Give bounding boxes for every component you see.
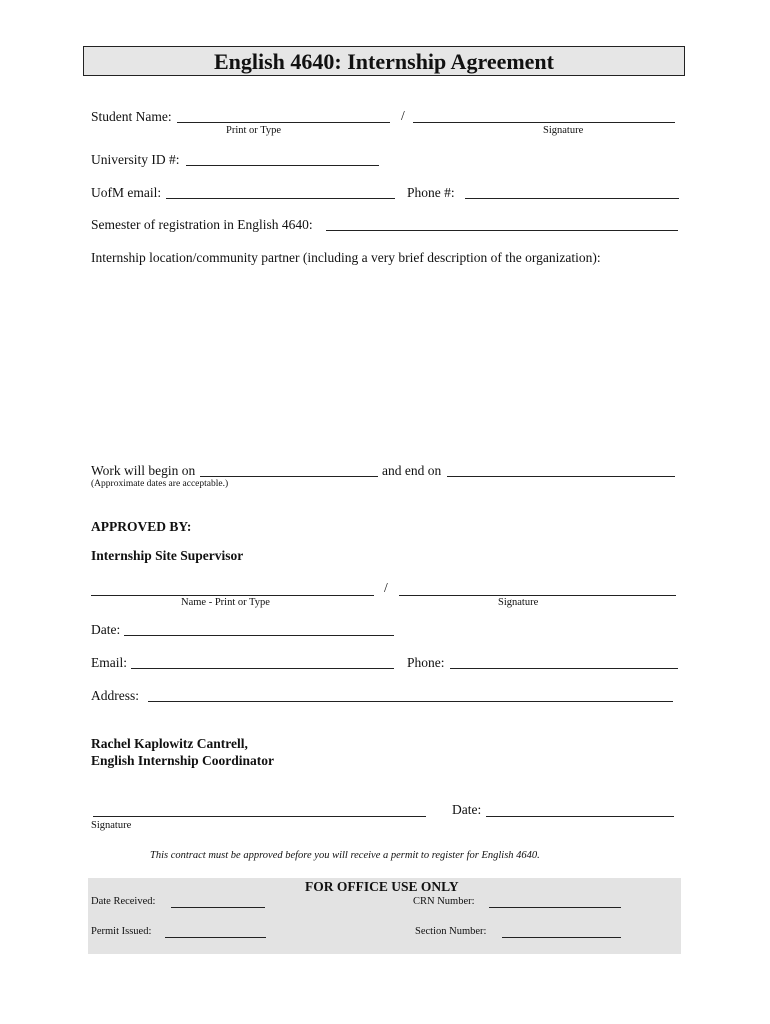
- form-title: English 4640: Internship Agreement: [213, 49, 554, 74]
- supervisor-signature-hint: Signature: [498, 597, 539, 608]
- crn-number-label: CRN Number:: [413, 896, 475, 907]
- permit-issued-label: Permit Issued:: [91, 926, 152, 937]
- approval-notice: This contract must be approved before you will receive a permit to register for English 4640.: [150, 850, 540, 861]
- crn-number-line[interactable]: [489, 907, 621, 908]
- date-received-label: Date Received:: [91, 896, 156, 907]
- date-received-line[interactable]: [171, 907, 265, 908]
- supervisor-signature-line[interactable]: [399, 595, 676, 596]
- supervisor-email-line[interactable]: [131, 668, 394, 669]
- university-id-line[interactable]: [186, 165, 379, 166]
- student-signature-hint: Signature: [543, 125, 584, 136]
- supervisor-date-line[interactable]: [124, 635, 394, 636]
- supervisor-address-label: Address:: [91, 688, 139, 703]
- coordinator-signature-label: Signature: [91, 820, 132, 831]
- student-signature-line[interactable]: [413, 122, 675, 123]
- coordinator-signature-line[interactable]: [93, 816, 426, 817]
- supervisor-name-line[interactable]: [91, 595, 374, 596]
- section-number-line[interactable]: [502, 937, 621, 938]
- coordinator-date-line[interactable]: [486, 816, 674, 817]
- student-phone-label: Phone #:: [407, 185, 455, 200]
- work-begin-label: Work will begin on: [91, 463, 196, 478]
- student-email-line[interactable]: [166, 198, 395, 199]
- permit-issued-line[interactable]: [165, 937, 266, 938]
- supervisor-heading: Internship Site Supervisor: [91, 548, 244, 563]
- coordinator-role: English Internship Coordinator: [91, 753, 275, 768]
- student-name-label: Student Name:: [91, 109, 172, 124]
- location-description-area[interactable]: [91, 272, 681, 452]
- coordinator-name: Rachel Kaplowitz Cantrell,: [91, 736, 248, 751]
- dates-note: (Approximate dates are acceptable.): [91, 479, 229, 489]
- form-title-box: [83, 46, 685, 76]
- student-name-line[interactable]: [177, 122, 390, 123]
- coordinator-date-label: Date:: [452, 802, 482, 817]
- supervisor-date-label: Date:: [91, 622, 121, 637]
- location-label: Internship location/community partner (including a very brief description of the organization):: [91, 250, 601, 265]
- supervisor-name-hint: Name - Print or Type: [181, 597, 270, 608]
- student-print-hint: Print or Type: [226, 125, 282, 136]
- supervisor-phone-line[interactable]: [450, 668, 678, 669]
- supervisor-phone-label: Phone:: [407, 655, 445, 670]
- supervisor-slash: /: [384, 580, 388, 595]
- student-email-label: UofM email:: [91, 185, 162, 200]
- student-phone-line[interactable]: [465, 198, 679, 199]
- semester-line[interactable]: [326, 230, 678, 231]
- university-id-label: University ID #:: [91, 152, 180, 167]
- office-use-box: [88, 878, 681, 954]
- work-begin-line[interactable]: [200, 476, 378, 477]
- supervisor-email-label: Email:: [91, 655, 127, 670]
- office-use-heading: FOR OFFICE USE ONLY: [305, 879, 459, 894]
- supervisor-address-line[interactable]: [148, 701, 673, 702]
- semester-label: Semester of registration in English 4640:: [91, 217, 313, 232]
- work-end-line[interactable]: [447, 476, 675, 477]
- work-end-label: and end on: [382, 463, 442, 478]
- approved-by-heading: APPROVED BY:: [91, 519, 192, 534]
- student-name-slash: /: [401, 108, 405, 123]
- section-number-label: Section Number:: [415, 926, 487, 937]
